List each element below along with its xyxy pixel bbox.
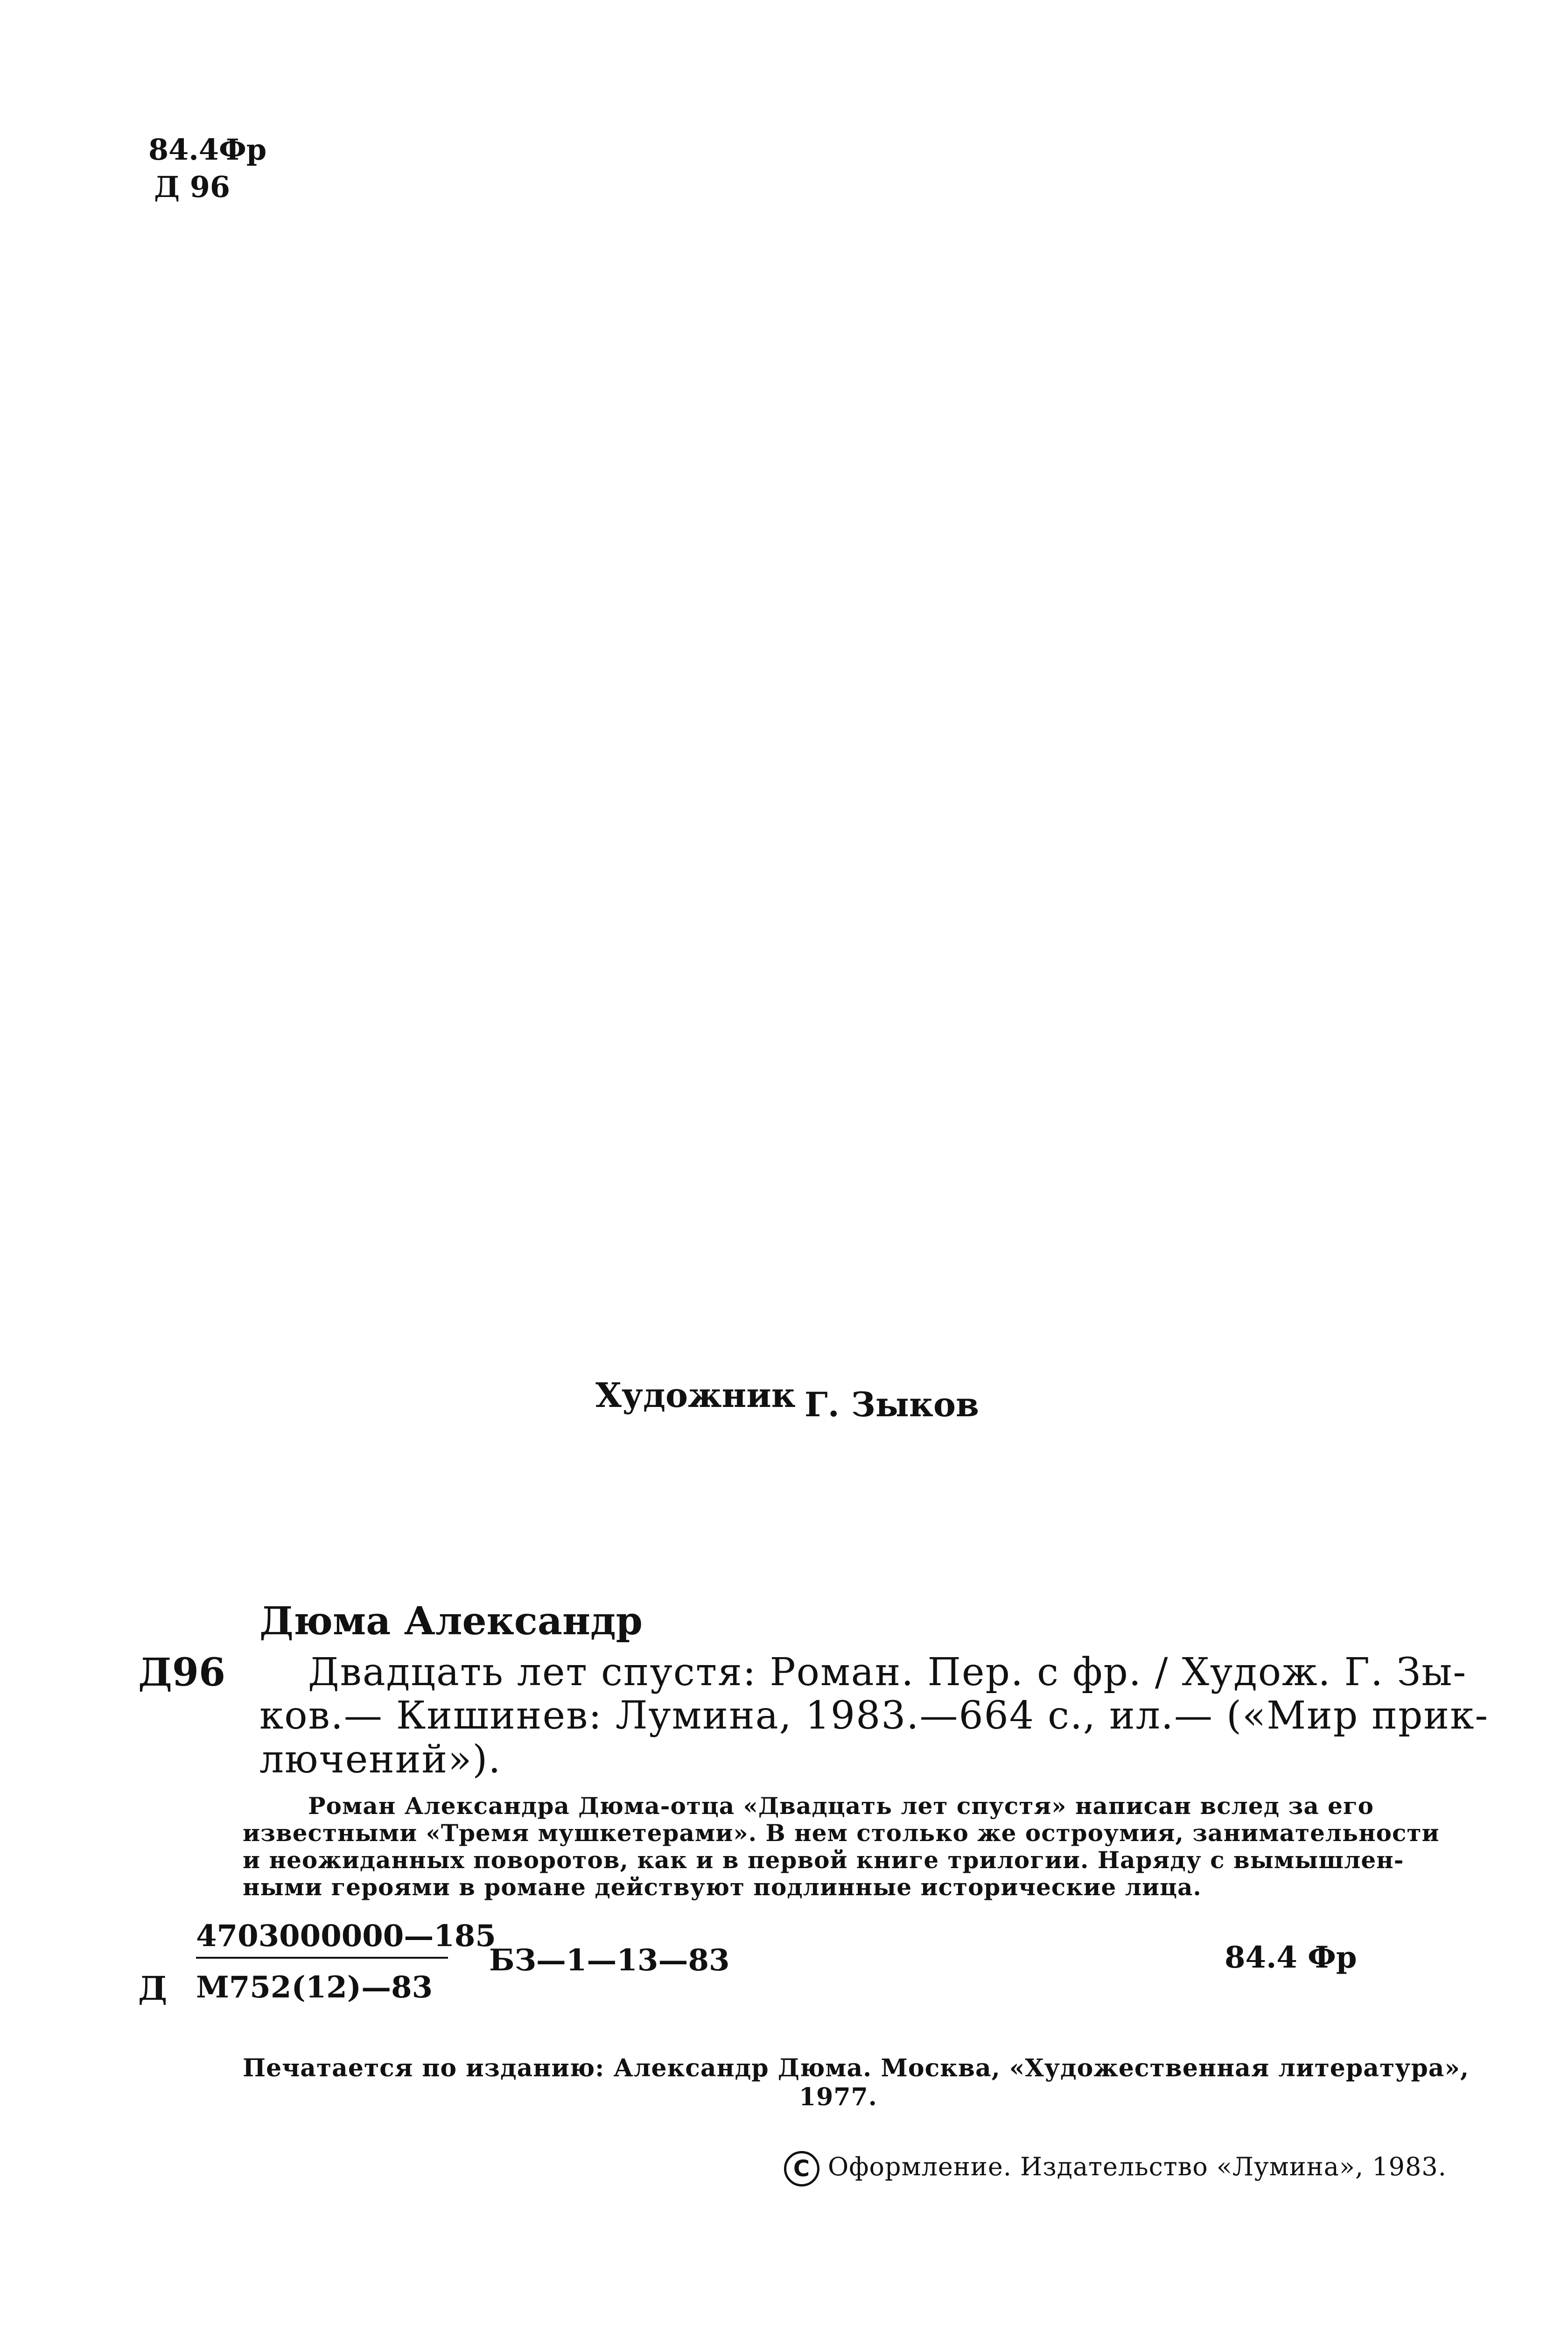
index-class-code: 84.4 Фр xyxy=(1225,1940,1357,1975)
annotation-line-3: и неожиданных поворотов, как и в первой книге трилогии. Наряду с вымышлен- xyxy=(243,1846,1404,1874)
index-fraction-rule xyxy=(196,1957,448,1959)
printing-source-line-2: 1977. xyxy=(799,2083,877,2111)
classification-code: 84.4Фр xyxy=(148,133,267,167)
bib-description-line-2: ков.— Кишинев: Лумина, 1983.—664 с., ил.— («Мир прик- xyxy=(259,1694,1489,1738)
printing-source-line-1: Печатается по изданию: Александр Дюма. Москва, «Художественная литература», xyxy=(243,2054,1470,2082)
author-mark: Д 96 xyxy=(154,170,230,204)
copyright-line xyxy=(784,2151,1447,2186)
index-denominator: М752(12)—83 xyxy=(196,1970,433,2005)
index-bz-code: БЗ—1—13—83 xyxy=(489,1943,730,1978)
illustrator-role: Художник xyxy=(595,1375,796,1415)
index-numerator: 4703000000—185 xyxy=(196,1919,496,1954)
bib-description-line-1: Двадцать лет спустя: Роман. Пер. с фр. / Худож. Г. Зы- xyxy=(308,1650,1467,1694)
illustrator-name: Г. Зыков xyxy=(805,1385,979,1424)
copyright-text: Оформление. Издательство «Лумина», 1983. xyxy=(828,2152,1447,2181)
copyright-icon: C xyxy=(784,2151,819,2186)
bibliographic-code: Д96 xyxy=(138,1650,226,1695)
annotation-line-2: известными «Тремя мушкетерами». В нем столько же остроумия, занимательности xyxy=(243,1819,1440,1847)
annotation-line-4: ными героями в романе действуют подлинные исторические лица. xyxy=(243,1873,1202,1901)
index-letter: Д xyxy=(138,1969,168,2008)
author-heading: Дюма Александр xyxy=(259,1599,643,1644)
annotation-line-1: Роман Александра Дюма-отца «Двадцать лет спустя» написан вслед за его xyxy=(308,1792,1374,1820)
bib-description-line-3: лючений»). xyxy=(259,1737,502,1782)
